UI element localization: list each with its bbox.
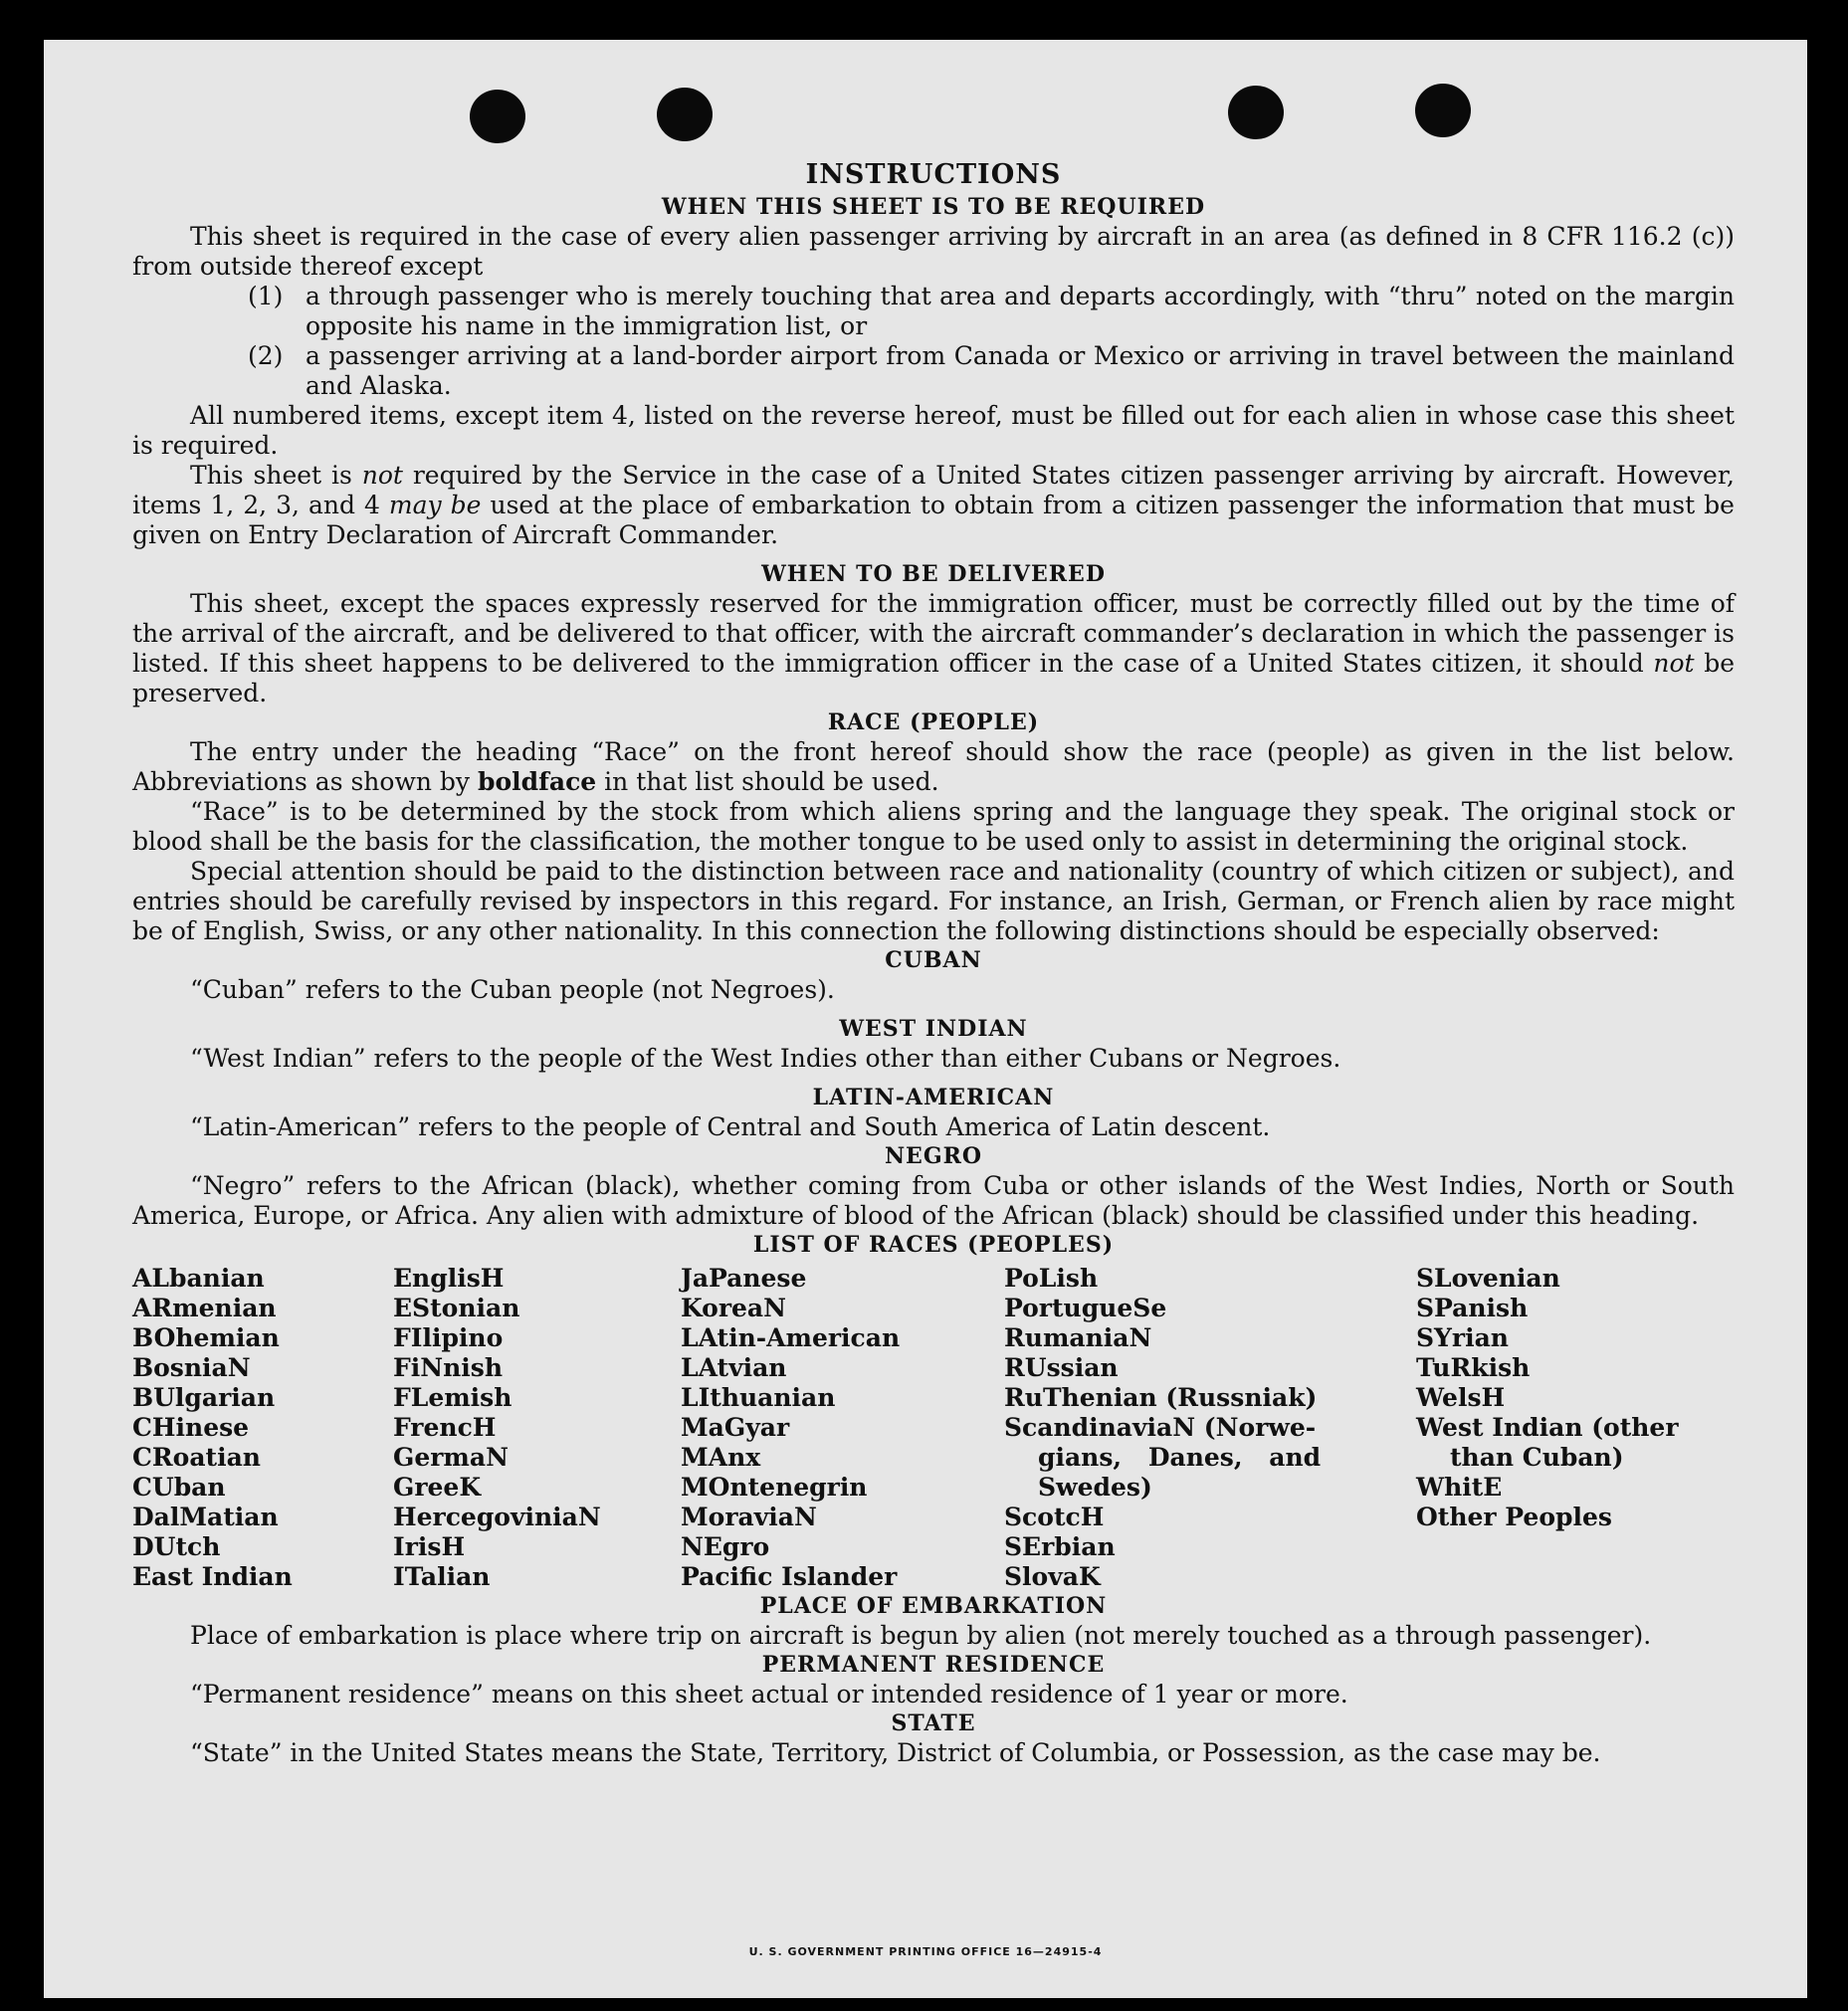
race-item: FIlipino	[393, 1323, 504, 1352]
paragraph: “Negro” refers to the African (black), whether coming from Cuba or other islands of the West Indies, North or South America, Europe, or Africa. Any alien with admixture of blood of the African (black) should be classified under this heading.	[132, 1171, 1735, 1230]
list-item	[248, 341, 1735, 401]
bold-text: boldface	[478, 767, 597, 796]
race-item: ScotcH	[1004, 1503, 1105, 1531]
instructions-content	[132, 157, 1735, 1768]
race-item: FiNnish	[393, 1353, 504, 1382]
race-item: JaPanese	[681, 1264, 807, 1293]
race-item: BUlgarian	[132, 1383, 276, 1412]
race-column	[393, 1264, 681, 1592]
section-heading: LATIN-AMERICAN	[812, 1085, 1055, 1110]
paragraph: “Permanent residence” means on this sheet actual or intended residence of 1 year or more.	[190, 1680, 1348, 1709]
list-item	[248, 282, 1735, 341]
race-item: LAtin-American	[681, 1323, 901, 1352]
item-text: a passenger arriving at a land-border airport from Canada or Mexico or arriving in travel between the mainland and Alaska.	[306, 341, 1735, 400]
printing-office-footer: U. S. GOVERNMENT PRINTING OFFICE 16—24915-4	[748, 1945, 1103, 1958]
race-item: KoreaN	[681, 1294, 786, 1322]
race-item: SPanish	[1416, 1294, 1529, 1322]
race-item: PortugueSe	[1004, 1294, 1167, 1322]
race-item: RumaniaN	[1004, 1323, 1152, 1352]
section-heading: STATE	[891, 1710, 976, 1736]
italic-text: not	[361, 461, 403, 490]
paragraph: “Race” is to be determined by the stock from which aliens spring and the language they speak. The original stock or blood shall be the basis for the classification, the mother tongue to be used only to assist in determining the original stock.	[132, 797, 1735, 856]
section-heading: WEST INDIAN	[839, 1016, 1028, 1042]
paragraph: “State” in the United States means the State, Territory, District of Columbia, or Possession, as the case may be.	[190, 1738, 1601, 1767]
race-item: SLovenian	[1416, 1264, 1560, 1293]
race-item: ITalian	[393, 1562, 491, 1591]
section-heading: RACE (PEOPLE)	[827, 709, 1040, 735]
race-item: LIthuanian	[681, 1383, 836, 1412]
paragraph	[132, 589, 1735, 708]
text-run: This sheet is	[190, 461, 362, 490]
race-item: Pacific Islander	[681, 1562, 898, 1591]
race-item: CRoatian	[132, 1443, 261, 1472]
paragraph: Special attention should be paid to the distinction between race and nationality (country of which citizen or subject), and entries should be carefully revised by inspectors in this regard. For instance, an Irish, German, or French alien by race might be of English, Swiss, or any other nationality. In this connection the following distinctions should be especially observed:	[132, 857, 1735, 945]
paragraph: Place of embarkation is place where trip on aircraft is begun by alien (not merely touched as a through passenger).	[190, 1621, 1652, 1650]
race-item: gians, Danes, and	[1038, 1443, 1322, 1472]
punch-hole	[1228, 86, 1284, 139]
race-item: BOhemian	[132, 1323, 280, 1352]
race-column	[1416, 1264, 1715, 1592]
text-run: This sheet, except the spaces expressly reserved for the immigration officer, must be correctly filled out by the time of the arrival of the aircraft, and be delivered to that officer, with the aircraft commander’s declaration in which the passenger is listed. If this sheet happens to be delivered to the immigration officer in the case of a United States citizen, it should	[132, 589, 1735, 678]
race-item: than Cuban)	[1450, 1443, 1624, 1472]
paragraph: “West Indian” refers to the people of the West Indies other than either Cubans or Negroes.	[190, 1044, 1341, 1073]
punch-hole	[1415, 84, 1471, 137]
page-title: INSTRUCTIONS	[805, 159, 1062, 190]
paragraph	[132, 737, 1735, 797]
race-item: TuRkish	[1416, 1353, 1531, 1382]
race-item: SlovaK	[1004, 1562, 1101, 1591]
section-heading: NEGRO	[884, 1143, 983, 1169]
item-text: a through passenger who is merely touching that area and departs accordingly, with “thru” noted on the margin opposite his name in the immigration list, or	[306, 282, 1735, 340]
item-number: (2)	[248, 341, 284, 370]
section-heading: PLACE OF EMBARKATION	[759, 1593, 1108, 1619]
race-item: LAtvian	[681, 1353, 787, 1382]
race-list	[132, 1264, 1735, 1592]
race-item: EStonian	[393, 1294, 520, 1322]
race-item: DUtch	[132, 1532, 221, 1561]
race-column	[681, 1264, 1004, 1592]
race-item: WhitE	[1416, 1473, 1503, 1502]
race-column	[132, 1264, 393, 1592]
race-item: MOntenegrin	[681, 1473, 868, 1502]
race-item: EnglisH	[393, 1264, 505, 1293]
race-item: SYrian	[1416, 1323, 1509, 1352]
paragraph	[132, 461, 1735, 550]
race-item: MaGyar	[681, 1413, 790, 1442]
item-number: (1)	[248, 282, 284, 310]
race-item: MAnx	[681, 1443, 761, 1472]
race-item: WelsH	[1416, 1383, 1506, 1412]
section-heading: CUBAN	[885, 947, 982, 973]
race-item: HercegoviniaN	[393, 1503, 601, 1531]
section-heading: PERMANENT RESIDENCE	[761, 1652, 1106, 1678]
paragraph: All numbered items, except item 4, listed on the reverse hereof, must be filled out for each alien in whose case this sheet is required.	[132, 401, 1735, 460]
paragraph: “Cuban” refers to the Cuban people (not Negroes).	[190, 975, 835, 1004]
section-heading: LIST OF RACES (PEOPLES)	[752, 1232, 1115, 1258]
race-item: ALbanian	[132, 1264, 265, 1293]
text-run: The entry under the heading “Race” on the front hereof should show the race (people) as given in the list below. Abbreviations as shown by	[132, 737, 1735, 796]
race-item: RuThenian (Russniak)	[1004, 1383, 1318, 1412]
section-heading: WHEN THIS SHEET IS TO BE REQUIRED	[661, 194, 1206, 220]
punch-hole	[657, 88, 713, 141]
race-item: GermaN	[393, 1443, 509, 1472]
race-item: SErbian	[1004, 1532, 1116, 1561]
race-item: CUban	[132, 1473, 226, 1502]
race-item: Other Peoples	[1416, 1503, 1612, 1531]
race-item: CHinese	[132, 1413, 250, 1442]
text-run: be preserved.	[132, 649, 1735, 707]
race-item: Swedes)	[1038, 1473, 1152, 1502]
italic-text: may be	[388, 491, 482, 519]
race-column	[1004, 1264, 1333, 1592]
race-item: West Indian (other	[1416, 1413, 1679, 1442]
race-item: MoraviaN	[681, 1503, 817, 1531]
text-run: required by the Service in the case of a United States citizen passenger arriving by aircraft. However, items 1, 2, 3, and 4	[132, 461, 1735, 519]
punch-hole	[470, 90, 525, 143]
race-item: PoLish	[1004, 1264, 1099, 1293]
race-item: RUssian	[1004, 1353, 1119, 1382]
text-run: used at the place of embarkation to obtain from a citizen passenger the information that must be given on Entry Declaration of Aircraft Commander.	[132, 491, 1735, 549]
race-item: BosniaN	[132, 1353, 251, 1382]
race-item: ARmenian	[132, 1294, 277, 1322]
race-item: FrencH	[393, 1413, 497, 1442]
paragraph: “Latin-American” refers to the people of Central and South America of Latin descent.	[190, 1112, 1271, 1141]
document-sheet	[44, 40, 1807, 1998]
race-item: IrisH	[393, 1532, 466, 1561]
paragraph: This sheet is required in the case of every alien passenger arriving by aircraft in an area (as defined in 8 CFR 116.2 (c)) from outside thereof except	[132, 222, 1735, 281]
race-item: NEgro	[681, 1532, 770, 1561]
race-item: ScandinaviaN (Norwe-	[1004, 1413, 1317, 1442]
text-run: in that list should be used.	[596, 767, 939, 796]
race-item: FLemish	[393, 1383, 513, 1412]
race-item: DalMatian	[132, 1503, 279, 1531]
race-item: GreeK	[393, 1473, 482, 1502]
italic-text: not	[1653, 649, 1695, 678]
section-heading: WHEN TO BE DELIVERED	[761, 561, 1106, 587]
race-item: East Indian	[132, 1562, 293, 1591]
